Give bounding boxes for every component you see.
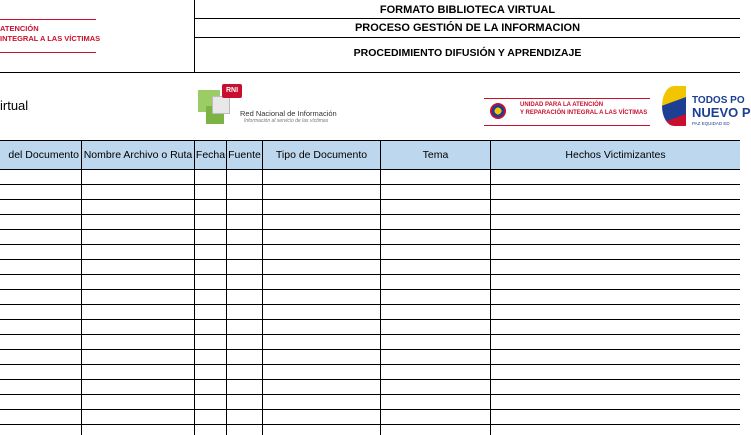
- col-header-tema[interactable]: Tema: [381, 140, 490, 169]
- gov-logo: [662, 84, 751, 132]
- grid-top-line: [0, 140, 740, 141]
- rni-name: Red Nacional de Información: [240, 109, 337, 118]
- unidad-bottom-rule: [484, 125, 650, 126]
- table-row-line: [0, 409, 740, 410]
- format-title: FORMATO BIBLIOTECA VIRTUAL: [379, 4, 556, 16]
- logo-text-line1: ATENCIÓN: [0, 24, 39, 33]
- col-header-nombre-archivo[interactable]: Nombre Archivo o Ruta: [82, 140, 194, 169]
- col-header-documento[interactable]: del Documento: [0, 140, 81, 169]
- title-rule-2: [195, 37, 740, 38]
- table-row-line: [0, 364, 740, 365]
- col-header-tipo-documento[interactable]: Tipo de Documento: [263, 140, 380, 169]
- gov-tagline: PAZ EQUIDAD ED: [692, 121, 730, 126]
- table-row-line: [0, 259, 740, 260]
- gov-swoosh-icon: [662, 86, 686, 126]
- table-row-line: [0, 274, 740, 275]
- table-row-line: [0, 244, 740, 245]
- table-row-line: [0, 214, 740, 215]
- table-row-line: [0, 289, 740, 290]
- table-row-line: [0, 319, 740, 320]
- data-table: [0, 140, 740, 435]
- rni-badge: RNI: [222, 84, 242, 98]
- title-rule-1: [195, 18, 740, 19]
- rni-square-light: [212, 96, 230, 114]
- logo-text-line2: INTEGRAL A LAS VÍCTIMAS: [0, 34, 101, 43]
- table-row-line: [0, 394, 740, 395]
- process-title: PROCESO GESTIÓN DE LA INFORMACION: [354, 22, 581, 34]
- rni-logo: [198, 84, 338, 130]
- left-logo: [0, 19, 190, 55]
- logo-top-rule: [0, 19, 96, 20]
- table-row-line: [0, 199, 740, 200]
- table-row-line: [0, 424, 740, 425]
- table-row-line: [0, 379, 740, 380]
- table-row-line: [0, 184, 740, 185]
- logo-bottom-rule: [0, 52, 96, 53]
- table-grid: [0, 140, 740, 435]
- col-header-fuente[interactable]: Fuente: [227, 140, 262, 169]
- partial-title: irtual: [0, 98, 29, 113]
- procedure-title: PROCEDIMIENTO DIFUSIÓN Y APRENDIZAJE: [353, 47, 582, 59]
- rni-tagline: Información al servicio de las víctimas: [244, 118, 329, 124]
- unidad-text-line1: UNIDAD PARA LA ATENCIÓN: [520, 102, 604, 108]
- colombia-seal-icon: [490, 103, 506, 119]
- table-row-line: [0, 349, 740, 350]
- table-row-line: [0, 229, 740, 230]
- document-header: [0, 0, 740, 73]
- col-header-hechos[interactable]: Hechos Victimizantes: [491, 140, 740, 169]
- table-row-line: [0, 304, 740, 305]
- grid-header-bottom-line: [0, 169, 740, 170]
- col-header-fecha[interactable]: Fecha: [195, 140, 226, 169]
- gov-text-line1: TODOS PO: [692, 95, 745, 106]
- unidad-top-rule: [484, 98, 650, 99]
- unidad-logo: [484, 98, 654, 128]
- header-bottom-rule: [0, 72, 740, 73]
- unidad-text-line2: Y REPARACIÓN INTEGRAL A LAS VÍCTIMAS: [520, 110, 648, 116]
- gov-text-line2: NUEVO P: [692, 105, 751, 120]
- table-row-line: [0, 334, 740, 335]
